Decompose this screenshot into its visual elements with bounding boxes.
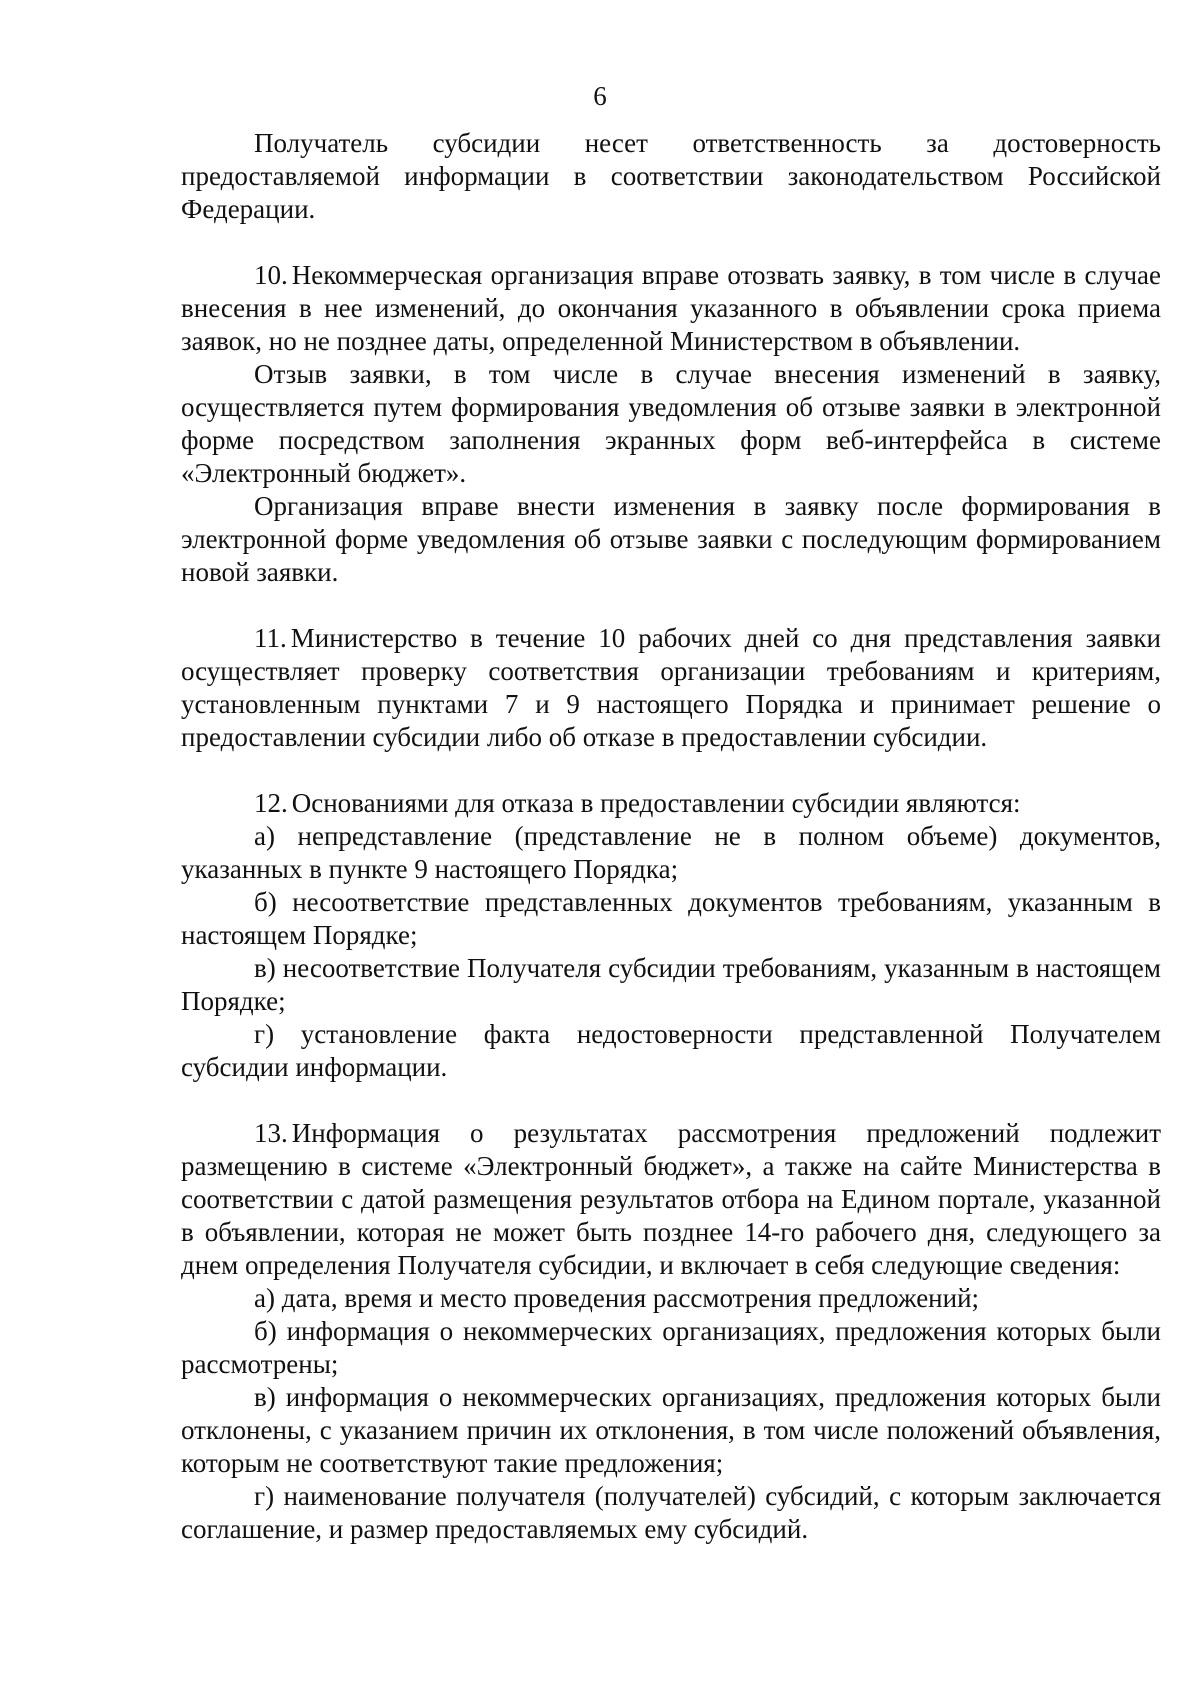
paragraph-recipient-responsibility: Получатель субсидии несет ответственность за достоверность предоставляемой информации в соответствии законодательством Российской Федерации. bbox=[181, 128, 1161, 224]
paragraph-13-item-d: г) наименование получателя (получателей) субсидий, с которым заключается соглашение, и размер предоставляемых ему субсидий. bbox=[181, 1481, 1161, 1544]
paragraph-13-item-c: в) информация о некоммерческих организациях, предложения которых были отклонены, с указанием причин их отклонения, в том числе положений объявления, которым не соответствуют такие предложения; bbox=[181, 1382, 1161, 1478]
paragraph-gap bbox=[181, 754, 1161, 787]
paragraph-12-item-c: в) несоответствие Получателя субсидии требованиям, указанным в настоящем Порядке; bbox=[181, 953, 1161, 1016]
paragraph-11-text: Министерство в течение 10 рабочих дней со дня представления заявки осуществляет проверку соответствия организации требованиям и критериям, установленным пунктами 7 и 9 настоящего Порядка и принимает решение о предоставлении субсидии либо об отказе в предоставлении субсидии. bbox=[181, 623, 1161, 752]
document-body bbox=[181, 127, 1161, 1546]
paragraph-gap bbox=[181, 226, 1161, 259]
paragraph-12-number: 12. bbox=[254, 788, 288, 818]
paragraph-13 bbox=[181, 1117, 1161, 1282]
page-number: 6 bbox=[593, 81, 607, 111]
paragraph-13-item-a: а) дата, время и место проведения рассмотрения предложений; bbox=[254, 1283, 980, 1313]
paragraph-12 bbox=[181, 787, 1161, 820]
paragraph-10-withdrawal: Отзыв заявки, в том числе в случае внесения изменений в заявку, осуществляется путем формирования уведомления об отзыве заявки в электронной форме посредством заполнения экранных форм веб-интерфейса в системе «Электронный бюджет». bbox=[181, 359, 1161, 488]
paragraph-13-text: Информация о результатах рассмотрения предложений подлежит размещению в системе «Электронный бюджет», а также на сайте Министерства в соответствии с датой размещения результатов отбора на Едином портале, указанной в объявлении, которая не может быть позднее 14-го рабочего дня, следующего за днем определения Получателя субсидии, и включает в себя следующие сведения: bbox=[181, 1118, 1161, 1280]
paragraph-10 bbox=[181, 259, 1161, 358]
paragraph-12-item-b: б) несоответствие представленных документов требованиям, указанным в настоящем Порядке; bbox=[181, 887, 1161, 950]
paragraph-12-text: Основаниями для отказа в предоставлении субсидии являются: bbox=[291, 788, 1021, 818]
paragraph-10-changes: Организация вправе внести изменения в заявку после формирования в электронной форме уведомления об отзыве заявки с последующим формированием новой заявки. bbox=[181, 491, 1161, 587]
paragraph-13-number: 13. bbox=[254, 1118, 288, 1148]
paragraph-11-number: 11. bbox=[254, 623, 287, 653]
paragraph-11 bbox=[181, 622, 1161, 754]
paragraph-10-text: Некоммерческая организация вправе отозвать заявку, в том числе в случае внесения в нее изменений, до окончания указанного в объявлении срока приема заявок, но не позднее даты, определенной Министерством в объявлении. bbox=[181, 260, 1161, 356]
paragraph-13-item-b: б) информация о некоммерческих организациях, предложения которых были рассмотрены; bbox=[181, 1316, 1161, 1379]
paragraph-10-number: 10. bbox=[254, 260, 288, 290]
paragraph-12-item-a: а) непредставление (представление не в полном объеме) документов, указанных в пункте 9 настоящего Порядка; bbox=[181, 821, 1161, 884]
paragraph-gap bbox=[181, 1084, 1161, 1117]
paragraph-gap bbox=[181, 589, 1161, 622]
paragraph-12-item-d: г) установление факта недостоверности представленной Получателем субсидии информации. bbox=[181, 1019, 1161, 1082]
